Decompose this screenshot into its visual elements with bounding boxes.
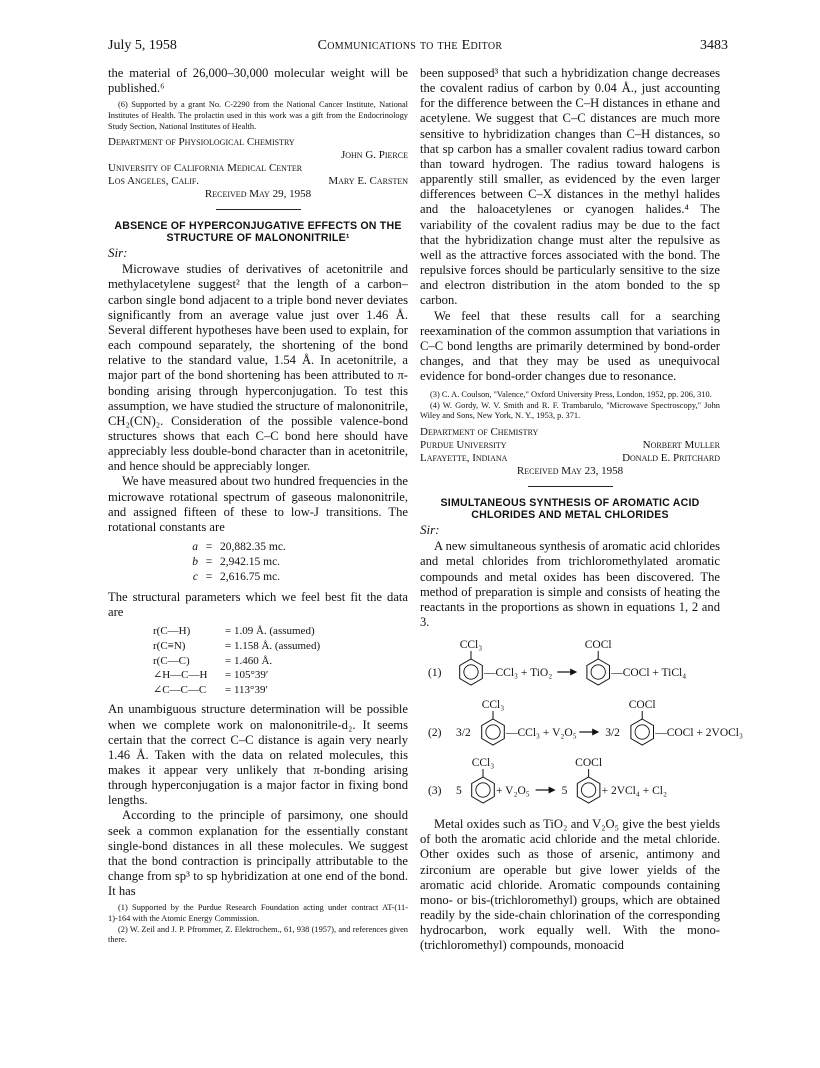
footnote-1: (1) Supported by the Purdue Research Foundation acting under contract AT-(11-1)-164 with the Atomic Energy Commission.	[108, 903, 408, 923]
reaction-scheme	[420, 636, 744, 811]
header-date: July 5, 1958	[108, 38, 177, 53]
substituent-label: COCl	[575, 757, 603, 770]
affiliation-dept: Department of Physiological Chemistry	[108, 136, 295, 149]
parameter-row: ∠H—C—H = 105°39′	[153, 669, 269, 682]
header-page-number: 3483	[700, 38, 728, 53]
paragraph: A new simultaneous synthesis of aromatic acid chlorides and metal chlorides from trichloromethylated aromatic compounds and metal oxides has been discovered. The method of preparation is simple and consists of heating the reactants in the proportions as shown in equations 1, 2 and 3.	[420, 539, 720, 629]
paragraph: been supposed³ that such a hybridization change decreases the covalent radius of carbon by 0.04 Å., just accounting for the difference between the C–H distances in ethane and acetylene. We suggest that C–C distances are much more sensitive to hybridization changes than C–H distances, so that sp carbon has a smaller covalent radius toward carbon than toward hydrogen. The radius toward halogens is apparently still smaller, as evidenced by the even larger differences between C–X distances in the methyl halides and the haloacetylenes or cyanogen halides.⁴ The variability of the covalent radius may be due to the fact that the hybridization change must alter the repulsive as well as the attractive forces associated with the bond. The repulsive forces should be particularly sensitive to the size and electron distribution in the atom bonded to the sp carbon.	[420, 66, 720, 308]
aromatic-circle	[591, 665, 605, 679]
paragraph: Microwave studies of derivatives of acetonitrile and methylacetylene suggest² that the length of a carbon–carbon single bond adjacent to a triple bond never deviates significantly from an average value just over 1.46 Å. Several different hypotheses have been used to explain, for each compound separately, the shortening of the bond relative to the standard value, 1.54 Å. In acetonitrile, a major part of the bond shortening has been attributed to π-bonding arising through hyperconjugation. To test this assumption, we have studied the structure of malononitrile, CH₂(CN)₂. Consideration of the possible valence-bond structures shows that each C–C bond here should have appreciably less double-bond character than in acetonitrile, and hence should be appreciably longer.	[108, 262, 408, 474]
affiliation-city: Los Angeles, Calif.	[108, 175, 200, 188]
reaction-equations	[420, 636, 744, 811]
affiliation-dept: Department of Chemistry	[420, 426, 539, 439]
stoichiometric-coefficient: 5	[456, 785, 462, 798]
aromatic-circle	[464, 665, 478, 679]
parameter-row: r(C≡N) = 1.158 Å. (assumed)	[153, 639, 321, 652]
equation-number: (1)	[428, 667, 442, 680]
aromatic-circle	[476, 783, 490, 797]
benzene-ring	[587, 659, 610, 685]
product-text: —COCl + TiCl₄	[611, 667, 687, 680]
aromatic-circle	[581, 783, 595, 797]
structural-parameters	[153, 624, 408, 697]
rotational-constants	[178, 540, 408, 585]
equation-number: (3)	[428, 785, 442, 798]
product-text: + 2VCl₄ + Cl₂	[601, 785, 668, 798]
benzene-ring	[460, 659, 483, 685]
salutation: Sir:	[420, 522, 440, 538]
affiliation-city: Lafayette, Indiana	[420, 452, 508, 465]
parameter-row: r(C—C) = 1.460 Å.	[153, 654, 273, 667]
paragraph: The structural parameters which we feel best fit the data are	[108, 590, 408, 620]
substituent-label: CCl₃	[459, 639, 483, 652]
affiliation-inst: University of California Medical Center	[108, 162, 303, 175]
aromatic-circle	[486, 725, 500, 739]
paragraph: An unambiguous structure determination will be possible when we complete work on malononitrile-d₂. It seems certain that the correct C–C distance is again very nearly 1.46 Å. Taken with the data on related molecules, this makes it appear very unlikely that π-bonding arising through hyperconjugation is a major factor in fixing bond lengths.	[108, 702, 408, 808]
author-muller: Norbert Muller	[642, 439, 720, 452]
constant-row: b = 2,942.15 mc.	[192, 556, 281, 569]
right-column	[420, 66, 744, 954]
received-date-2: Received May 23, 1958	[516, 465, 624, 478]
header-section: Communications to the Editor	[317, 38, 503, 53]
equation-number: (2)	[428, 727, 442, 740]
constant-row: a = 20,882.35 mc.	[192, 541, 286, 554]
affiliation-block-1	[108, 136, 408, 201]
substituent-label: CCl₃	[481, 699, 505, 712]
constant-row: c = 2,616.75 mc.	[192, 571, 281, 584]
salutation: Sir:	[108, 245, 128, 261]
author-pritchard: Donald E. Pritchard	[622, 452, 720, 465]
stoichiometric-coefficient: 3/2	[605, 727, 620, 740]
paragraph: We have measured about two hundred frequencies in the microwave rotational spectrum of gaseous malononitrile, and assigned fifteen of these to low-J transitions. The rotational constants are	[108, 474, 408, 534]
aromatic-circle	[635, 725, 649, 739]
carry-over-text: the material of 26,000–30,000 molecular weight will be published.⁶	[108, 66, 408, 96]
paragraph: According to the principle of parsimony, one should seek a common explanation for the essentially constant single-bond distances in all these molecules. We suggest that the bond contraction is principally attributable to the change from sp³ to sp hybridization at one end of the bond. It has	[108, 808, 408, 899]
benzene-ring	[631, 719, 654, 745]
stoichiometric-coefficient: 3/2	[456, 727, 471, 740]
substituent-label: COCl	[628, 699, 656, 712]
benzene-ring	[472, 777, 495, 803]
substituent-label: CCl₃	[471, 757, 495, 770]
benzene-ring	[577, 777, 600, 803]
footnote-3: (3) C. A. Coulson, "Valence," Oxford University Press, London, 1952, pp. 206, 310.	[430, 390, 712, 400]
article-title-malononitrile: ABSENCE OF HYPERCONJUGATIVE EFFECTS ON THE STRUCTURE OF MALONONITRILE¹	[114, 220, 402, 245]
substituent-label: COCl	[584, 639, 612, 652]
separator-rule	[528, 486, 613, 487]
benzene-ring	[482, 719, 505, 745]
reactant-text: —CCl₃ + TiO₂	[484, 667, 553, 680]
left-column	[108, 66, 408, 946]
footnote-2: (2) W. Zeil and J. P. Pfrommer, Z. Elektrochem., 61, 938 (1957), and references given there.	[108, 924, 408, 945]
stoichiometric-coefficient: 5	[561, 785, 568, 798]
arrow-head	[592, 729, 599, 736]
author-carsten: Mary E. Carsten	[328, 175, 408, 188]
product-text: —COCl + 2VOCl₃	[655, 727, 744, 740]
arrow-head	[549, 787, 556, 794]
paragraph: Metal oxides such as TiO₂ and V₂O₅ give the best yields of both the aromatic acid chloride and the metal chloride. Other oxides such as those of arsenic, antimony and zirconium are operable but give lower yields of the aromatic acid chloride. Aromatic compounds containing mono- or bis-(trichloromethyl) groups, which are obtained readily by the side-chain chlorination of the corresponding hydrocarbon, work equally well. With the mono-(trichloromethyl) compounds, monoacid	[420, 817, 720, 953]
footnote-4: (4) W. Gordy, W. V. Smith and R. F. Trambarulo, "Microwave Spectroscopy," John Wiley and Sons, New York, N. Y., 1953, p. 371.	[420, 400, 720, 421]
article-title-acid-chlorides: SIMULTANEOUS SYNTHESIS OF AROMATIC ACID CHLORIDES AND METAL CHLORIDES	[440, 497, 700, 522]
separator-rule	[216, 209, 301, 210]
parameter-row: ∠C—C—C = 113°39′	[153, 683, 268, 696]
reactant-text: + V₂O₅	[496, 785, 530, 798]
affiliation-inst: Purdue University	[420, 439, 507, 452]
arrow-head	[570, 669, 577, 676]
paragraph: We feel that these results call for a searching reexamination of the common assumption that variations in C–C bond lengths are primarily determined by bond-order changes, and that they may be used as unequivocal evidence for bond-order changes due to resonance.	[420, 308, 720, 384]
received-date-1: Received May 29, 1958	[204, 188, 312, 201]
author-pierce: John G. Pierce	[340, 149, 408, 162]
reactant-text: —CCl₃ + V₂O₅	[506, 727, 577, 740]
footnote-6: (6) Supported by a grant No. C-2290 from the National Cancer Institute, National Institutes of Health. The prolactin used in this work was a gift from the Endocrinology Study Section, National Institutes of Health.	[108, 100, 408, 131]
affiliation-block-2	[420, 426, 720, 478]
parameter-row: r(C—H) = 1.09 Å. (assumed)	[153, 625, 315, 638]
